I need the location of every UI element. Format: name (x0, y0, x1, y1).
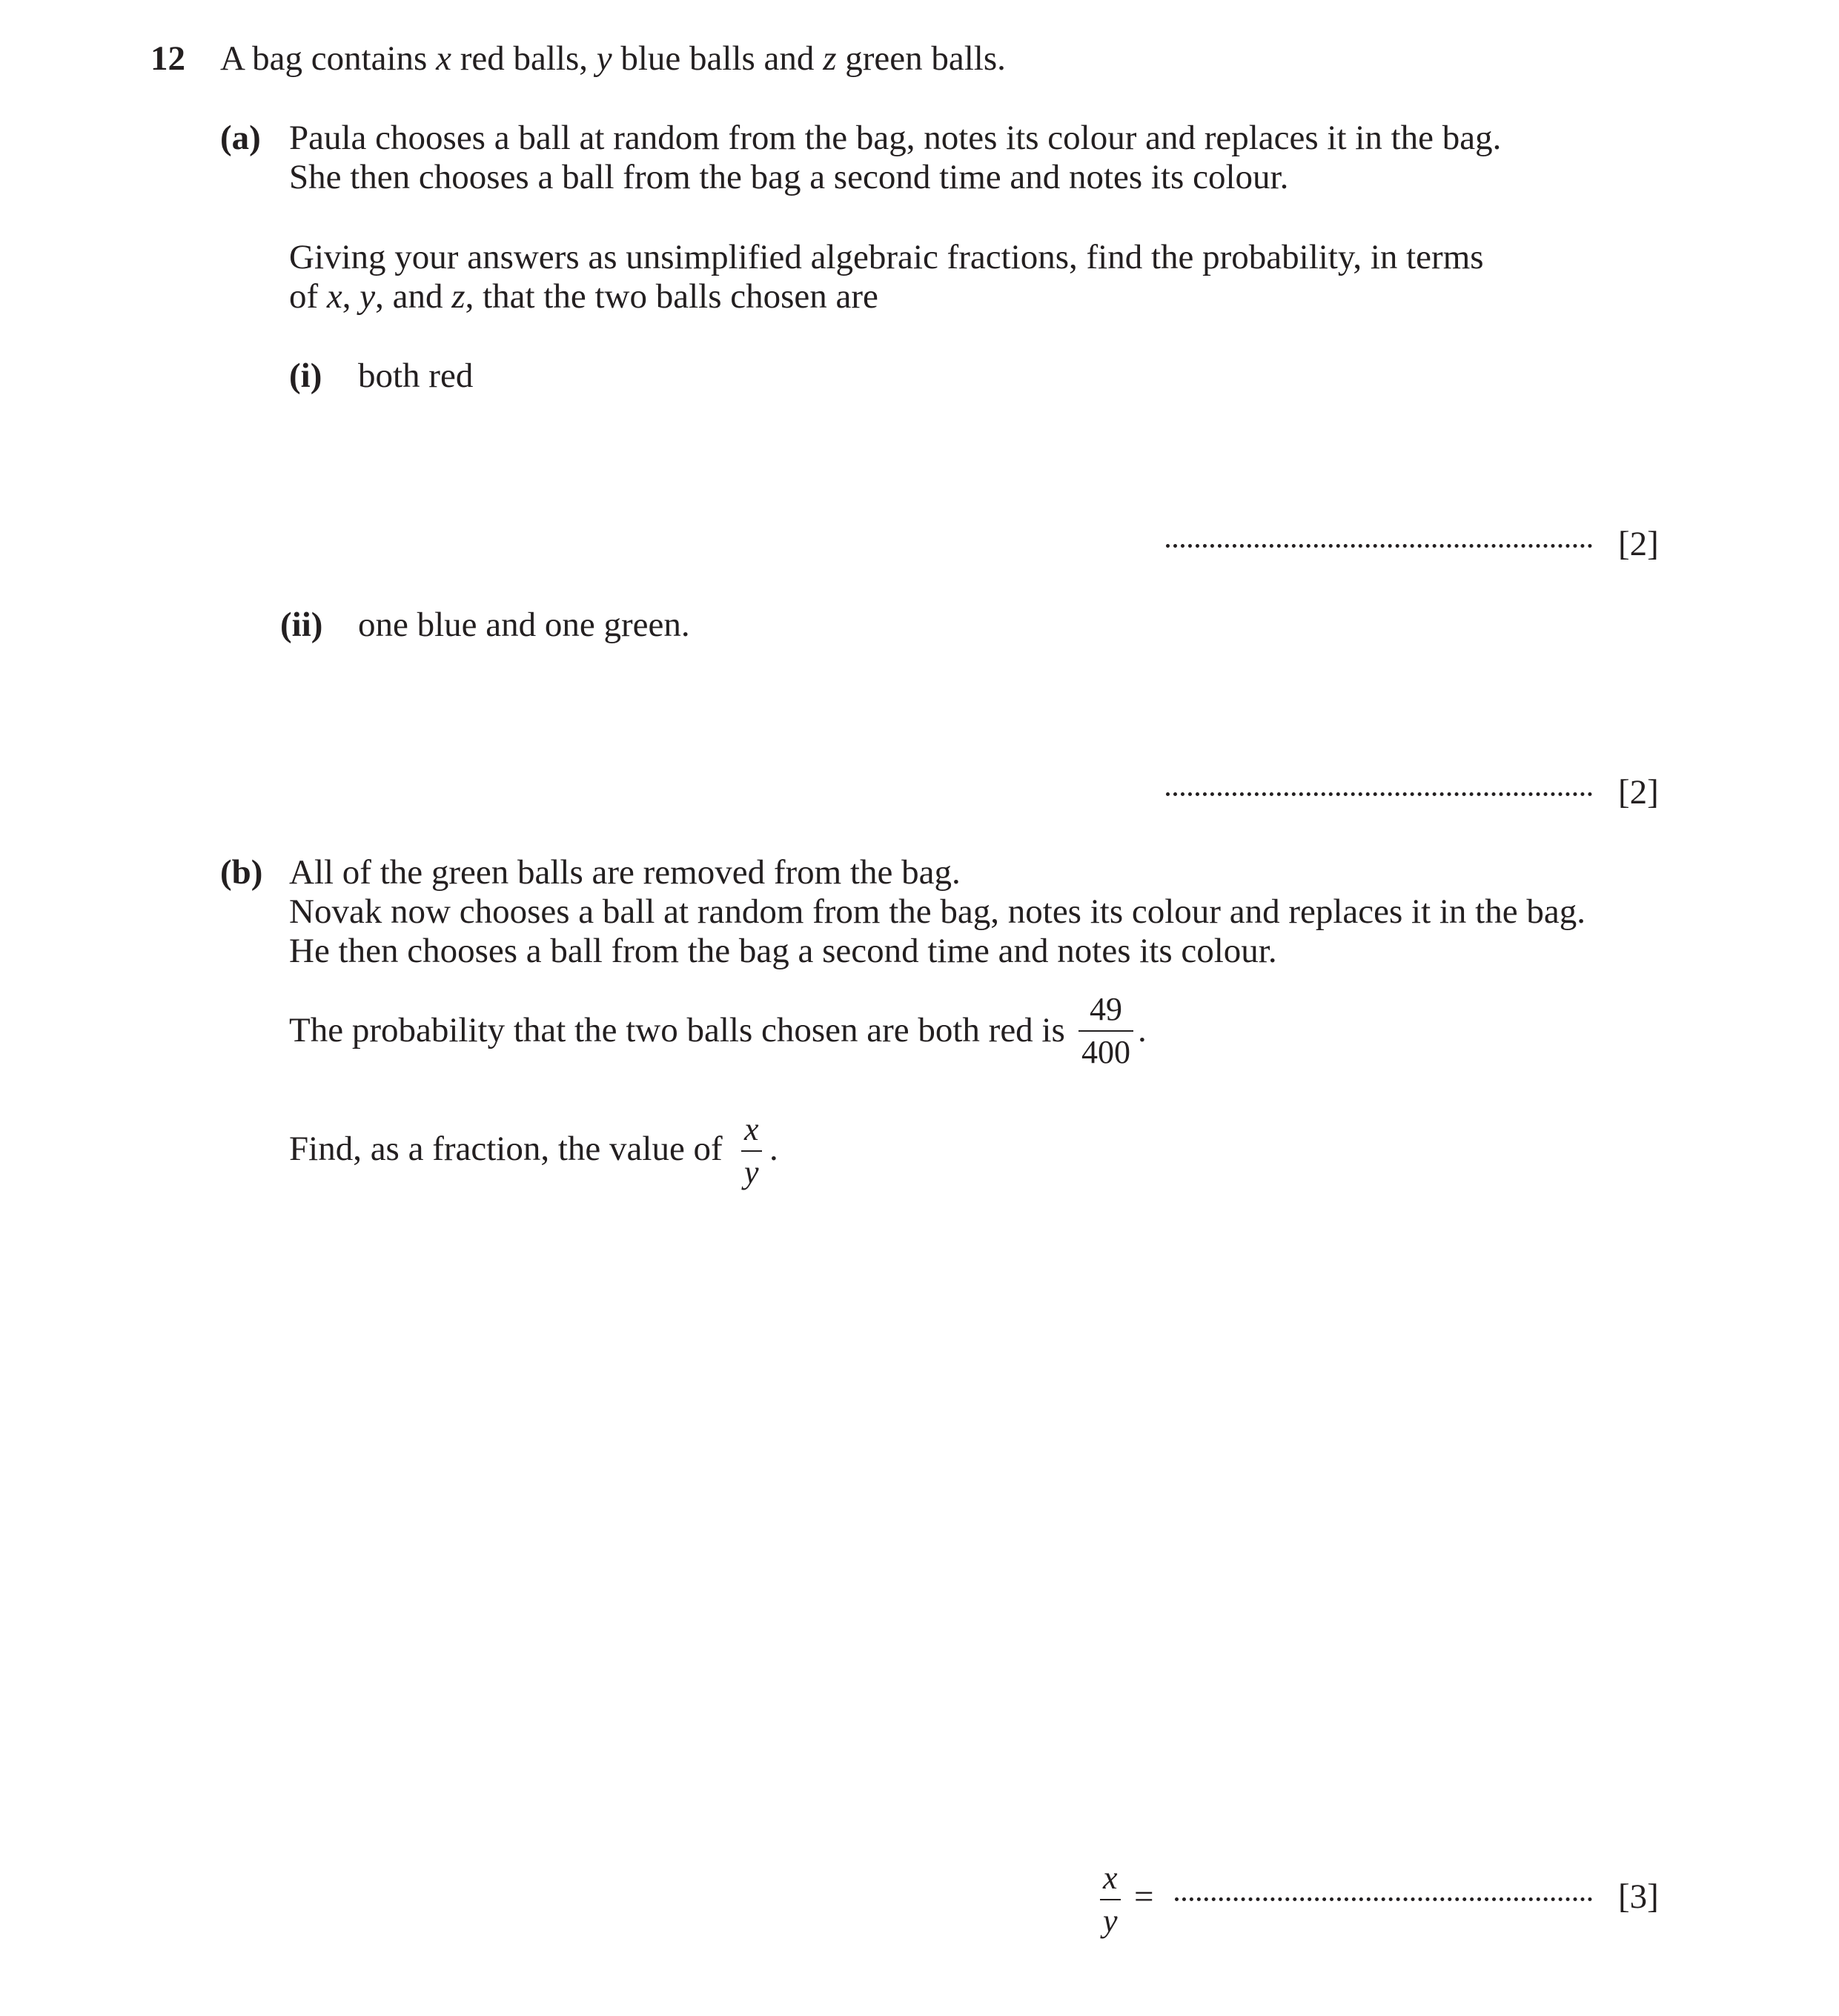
question-intro (220, 39, 1006, 78)
part-b-line-1: All of the green balls are removed from the bag. (289, 853, 961, 892)
part-b-label: (b) (220, 853, 263, 892)
instruction-text-1: of (289, 277, 327, 316)
marks-i: [2] (1618, 525, 1659, 563)
full-stop: . (769, 1130, 778, 1168)
intro-text-4: green balls. (836, 39, 1006, 78)
fraction-numerator: x (744, 1111, 759, 1147)
part-b-line-3: He then chooses a ball from the bag a second time and notes its colour. (289, 932, 1277, 970)
marks-b: [3] (1618, 1877, 1659, 1916)
sub-ii-text: one blue and one green. (358, 606, 690, 644)
probability-statement: The probability that the two balls chosen are both red is (289, 1011, 1065, 1050)
sub-ii-label: (ii) (280, 606, 323, 644)
fraction-denominator: 400 (1081, 1034, 1130, 1070)
variable-x: x (436, 39, 451, 78)
part-a-line-2: She then chooses a ball from the bag a second time and notes its colour. (289, 158, 1289, 196)
variable-y: y (359, 277, 376, 316)
variable-z: z (823, 39, 837, 78)
question-number: 12 (150, 39, 185, 78)
part-b-line-2: Novak now chooses a ball at random from the bag, notes its colour and replaces it in the bag. (289, 892, 1585, 931)
fraction-denominator: y (744, 1154, 759, 1190)
part-a-instruction-line-2 (289, 279, 878, 314)
part-a-instruction-line-1: Giving your answers as unsimplified algebraic fractions, find the probability, in terms (289, 238, 1484, 276)
fraction-numerator: x (1103, 1860, 1118, 1896)
answer-line-b[interactable] (1175, 1897, 1592, 1901)
instruction-text-3: , and (375, 277, 452, 316)
answer-line-ii[interactable] (1166, 792, 1592, 796)
find-fraction (741, 1113, 762, 1189)
variable-x: x (326, 277, 342, 316)
fraction-numerator: 49 (1090, 991, 1122, 1027)
equals-sign: = (1134, 1877, 1154, 1916)
sub-i-label: (i) (289, 357, 322, 395)
variable-y: y (596, 39, 612, 78)
instruction-text-2: , (342, 277, 360, 316)
intro-text-1: A bag contains (220, 39, 437, 78)
probability-fraction (1078, 993, 1133, 1069)
marks-ii: [2] (1618, 773, 1659, 812)
intro-text-2: red balls, (451, 39, 597, 78)
full-stop: . (1138, 1011, 1147, 1050)
sub-i-text: both red (358, 357, 474, 395)
answer-line-i[interactable] (1166, 544, 1592, 548)
intro-text-3: blue balls and (612, 39, 824, 78)
answer-fraction (1100, 1862, 1121, 1937)
part-a-line-1: Paula chooses a ball at random from the bag, notes its colour and replaces it in the bag. (289, 119, 1502, 157)
variable-z: z (451, 277, 465, 316)
part-a-label: (a) (220, 119, 261, 157)
instruction-text-4: , that the two balls chosen are (465, 277, 878, 316)
fraction-denominator: y (1103, 1903, 1118, 1939)
find-statement: Find, as a fraction, the value of (289, 1130, 723, 1168)
